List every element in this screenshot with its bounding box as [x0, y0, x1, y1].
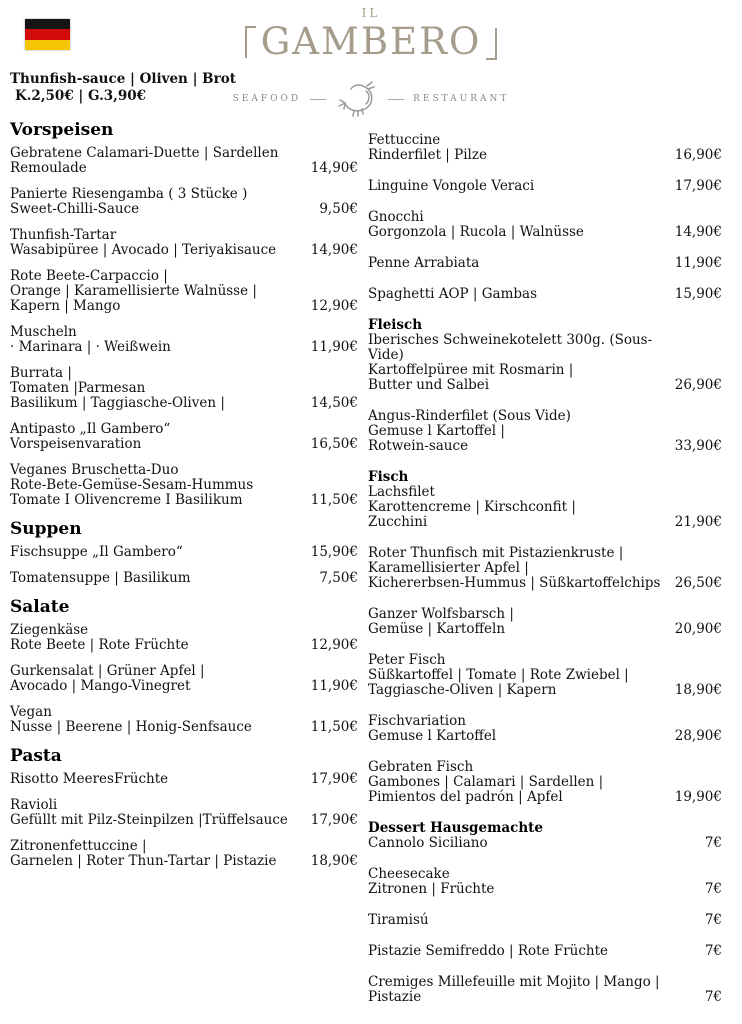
menu-item-line: Peter Fisch: [368, 652, 446, 668]
menu-item: [10, 664, 358, 694]
menu-item-price: 7€: [704, 912, 722, 928]
menu-item-line: Gurkensalat | Grüner Apfel |: [10, 663, 205, 679]
menu-item-price: 7,50€: [319, 570, 358, 586]
menu-item-price: 12,90€: [310, 298, 358, 314]
menu-item-line: Zitronen | Früchte: [368, 881, 495, 897]
menu-item-price: 20,90€: [674, 621, 722, 637]
menu-item-line: Rotwein-sauce: [368, 438, 469, 454]
menu-item-price: 16,90€: [674, 147, 722, 163]
menu-item-line: · Marinara | · Weißwein: [10, 339, 171, 355]
menu-item-line: Kichererbsen-Hummus | Süßkartoffelchips: [368, 575, 661, 591]
menu-column-right: [368, 133, 722, 1021]
menu-item-line: Wasabipüree | Avocado | Teriyakisauce: [10, 242, 277, 258]
menu-item-line: Zucchini: [368, 514, 428, 530]
menu-item-line: Rinderfilet | Pilze: [368, 147, 487, 163]
menu-item-price: 7€: [704, 943, 722, 959]
menu-item-price: 26,50€: [674, 575, 722, 591]
menu-item-line: Gefüllt mit Pilz-Steinpilzen |Trüffelsauce: [10, 812, 288, 828]
menu-item-price: 9,50€: [319, 201, 358, 217]
menu-item: [10, 571, 358, 586]
menu-item-line: Angus-Rinderfilet (Sous Vide): [368, 408, 571, 424]
menu-item: [10, 325, 358, 355]
menu-item-line: Basilikum | Taggiasche-Oliven |: [10, 395, 225, 411]
menu-item-line: Kartoffelpüree mit Rosmarin |: [368, 362, 574, 378]
menu-item-line: Pistazie Semifreddo | Rote Früchte: [368, 943, 609, 959]
menu-item-price: 16,50€: [310, 436, 358, 452]
menu-item: [10, 545, 358, 560]
menu-item-line: Tiramisú: [368, 912, 429, 928]
menu-item: [10, 269, 358, 314]
menu-item: [10, 463, 358, 508]
menu-item-name: [368, 210, 584, 240]
menu-item-name: [368, 944, 608, 959]
menu-item-name: [10, 228, 276, 258]
menu-item-line: Taggiasche-Oliven | Kapern: [368, 682, 557, 698]
menu-item-line: Tomatensuppe | Basilikum: [10, 570, 191, 586]
menu-item: [10, 146, 358, 176]
menu-item: [368, 760, 722, 805]
menu-item-name: [368, 714, 496, 744]
section-title: Pasta: [10, 746, 62, 766]
menu-item: [10, 705, 358, 735]
menu-header-note: [10, 71, 236, 105]
menu-item-line: Cremiges Millefeuille mit Mojito | Mango | Pistazie: [368, 974, 660, 1005]
menu-item-name: [368, 179, 534, 194]
menu-item-line: Fischsuppe „Il Gambero“: [10, 544, 183, 560]
menu-item-price: 17,90€: [310, 771, 358, 787]
menu-item-line: Tomate I Olivencreme I Basilikum: [10, 492, 243, 508]
menu-item-price: 7€: [704, 835, 722, 851]
menu-item-name: [368, 653, 629, 698]
menu-item-price: 14,90€: [674, 224, 722, 240]
menu-item-name: [10, 269, 257, 314]
menu-item-line: Vorspeisenvaration: [10, 436, 142, 452]
menu-item-price: 11,90€: [310, 339, 358, 355]
menu-item-price: 26,90€: [674, 377, 722, 393]
menu-item-line: Gemuse l Kartoffel: [368, 728, 497, 744]
menu-item: [368, 333, 722, 393]
menu-item-line: Fischvariation: [368, 713, 466, 729]
menu-item: [10, 772, 358, 787]
menu-item-price: 21,90€: [674, 514, 722, 530]
menu-item-price: 14,90€: [310, 242, 358, 258]
logo-name-text: GAMBERO: [243, 20, 500, 64]
menu-item-name: [10, 798, 288, 828]
menu-item: [10, 623, 358, 653]
menu-item: [368, 714, 722, 744]
menu-item: [10, 187, 358, 217]
menu-item: [368, 210, 722, 240]
menu-item-line: Gebraten Fisch: [368, 759, 474, 775]
menu-item: [368, 287, 722, 302]
menu-item: [368, 256, 722, 271]
menu-item-name: [10, 623, 189, 653]
menu-item-line: Rote Beete-Carpaccio |: [10, 268, 168, 284]
logo-il-text: IL: [361, 6, 381, 20]
note-line: K.2,50€ | G.3,90€: [15, 88, 147, 104]
menu-item: [368, 409, 722, 454]
menu-item-price: 33,90€: [674, 438, 722, 454]
menu-item-line: Gnocchi: [368, 209, 424, 225]
menu-item-price: 18,90€: [310, 853, 358, 869]
menu-item-name: [368, 409, 571, 454]
menu-item-name: [10, 146, 278, 176]
menu-item-line: Muscheln: [10, 324, 77, 340]
section-title: Fisch: [368, 469, 409, 485]
menu-item-line: Sweet-Chilli-Sauce: [10, 201, 140, 217]
menu-item-price: 12,90€: [310, 637, 358, 653]
menu-column-left: [10, 120, 358, 880]
logo-dash-left: [310, 99, 326, 100]
menu-item-line: Zitronenfettuccine |: [10, 838, 147, 854]
menu-item-line: Orange | Karamellisierte Walnüsse |: [10, 283, 257, 299]
section-title: Vorspeisen: [10, 120, 114, 140]
menu-item-name: [368, 867, 494, 897]
logo-seafood-text: SEAFOOD: [232, 94, 302, 104]
menu-item-name: [368, 485, 576, 530]
menu-item-name: [368, 760, 603, 805]
logo-dash-right: [388, 99, 404, 100]
section-title: Salate: [10, 597, 70, 617]
menu-item-line: Vegan: [10, 704, 52, 720]
menu-item-line: Veganes Bruschetta-Duo: [10, 462, 179, 478]
menu-item: [368, 944, 722, 959]
menu-item-name: [368, 913, 429, 928]
menu-item: [368, 836, 722, 851]
menu-item-price: 14,90€: [310, 160, 358, 176]
menu-item-line: Ganzer Wolfsbarsch |: [368, 606, 514, 622]
menu-item: [10, 798, 358, 828]
menu-item-name: [10, 772, 168, 787]
menu-item-name: [368, 975, 695, 1005]
menu-item: [10, 366, 358, 411]
menu-item-name: [10, 545, 183, 560]
menu-item-line: Penne Arrabiata: [368, 255, 480, 271]
menu-item-line: Rote-Bete-Gemüse-Sesam-Hummus: [10, 477, 254, 493]
menu-item-line: Gorgonzola | Rucola | Walnüsse: [368, 224, 584, 240]
section-title: Suppen: [10, 519, 82, 539]
menu-item-name: [10, 839, 276, 869]
menu-item-line: Lachsfilet: [368, 484, 435, 500]
menu-item-name: [368, 607, 514, 637]
menu-item-name: [10, 422, 170, 452]
menu-item-line: Roter Thunfisch mit Pistazienkruste |: [368, 545, 624, 561]
menu-item-line: Cannolo Siciliano: [368, 835, 488, 851]
menu-item-name: [10, 463, 253, 508]
menu-item: [368, 913, 722, 928]
menu-item-price: 18,90€: [674, 682, 722, 698]
menu-item-line: Gambones | Calamari | Sardellen |: [368, 774, 604, 790]
menu-item: [368, 546, 722, 591]
menu-item-line: Iberisches Schweinekotelett 300g. (Sous-Vide): [368, 332, 653, 363]
menu-item-price: 15,90€: [674, 286, 722, 302]
menu-item: [368, 607, 722, 637]
menu-item: [368, 133, 722, 163]
menu-item-name: [10, 571, 191, 586]
menu-item-line: Rote Beete | Rote Früchte: [10, 637, 189, 653]
menu-item-name: [10, 366, 225, 411]
menu-item-price: 15,90€: [310, 544, 358, 560]
menu-item-line: Ravioli: [10, 797, 58, 813]
menu-item-line: Gemuse l Kartoffel |: [368, 423, 505, 439]
menu-item: [10, 839, 358, 869]
menu-item-line: Nusse | Beerene | Honig-Senfsauce: [10, 719, 252, 735]
menu-item-name: [368, 287, 537, 302]
section-title: Fleisch: [368, 317, 423, 333]
menu-item: [368, 975, 722, 1005]
menu-item: [10, 422, 358, 452]
shrimp-icon: [335, 96, 379, 104]
menu-item-line: Burrata |: [10, 365, 72, 381]
menu-item-price: 11,50€: [310, 719, 358, 735]
menu-item-line: Karamellisierter Apfel |: [368, 560, 529, 576]
menu-item-name: [10, 325, 171, 355]
menu-item-name: [10, 705, 252, 735]
menu-item-line: Gemüse | Kartoffeln: [368, 621, 506, 637]
menu-item-line: Butter und Salbei: [368, 377, 490, 393]
note-line: Thunfish-sauce | Oliven | Brot: [10, 71, 236, 87]
menu-item: [10, 228, 358, 258]
menu-item-line: Pimientos del padrón | Apfel: [368, 789, 563, 805]
menu-item-line: Kapern | Mango: [10, 298, 121, 314]
menu-item-price: 11,50€: [310, 492, 358, 508]
menu-item-line: Fettuccine: [368, 132, 441, 148]
menu-item-price: 7€: [704, 989, 722, 1005]
menu-item-line: Remoulade: [10, 160, 87, 176]
menu-item-line: Thunfish-Tartar: [10, 227, 117, 243]
menu-item-price: 17,90€: [310, 812, 358, 828]
menu-item-name: [368, 333, 665, 393]
menu-item-line: Süßkartoffel | Tomate | Rote Zwiebel |: [368, 667, 629, 683]
menu-item: [368, 485, 722, 530]
menu-item-name: [10, 187, 247, 217]
menu-item-price: 17,90€: [674, 178, 722, 194]
menu-item-price: 14,50€: [310, 395, 358, 411]
menu-item-name: [10, 664, 205, 694]
menu-item-name: [368, 256, 479, 271]
menu-item: [368, 867, 722, 897]
menu-item-price: 7€: [704, 881, 722, 897]
menu-item-price: 11,90€: [310, 678, 358, 694]
menu-item-line: Cheesecake: [368, 866, 450, 882]
menu-item-line: Spaghetti AOP | Gambas: [368, 286, 538, 302]
section-title: Dessert Hausgemachte: [368, 820, 543, 836]
menu-item-line: Gebratene Calamari-Duette | Sardellen: [10, 145, 279, 161]
menu-item-price: 19,90€: [674, 789, 722, 805]
menu-item-line: Garnelen | Roter Thun-Tartar | Pistazie: [10, 853, 277, 869]
menu-item-line: Tomaten |Parmesan: [10, 380, 146, 396]
menu-item-line: Ziegenkäse: [10, 622, 89, 638]
menu-item-line: Avocado | Mango-Vinegret: [10, 678, 191, 694]
menu-item-line: Risotto MeeresFrüchte: [10, 771, 169, 787]
logo-restaurant-text: RESTAURANT: [413, 94, 510, 104]
menu-item: [368, 653, 722, 698]
menu-item-line: Panierte Riesengamba ( 3 Stücke ): [10, 186, 248, 202]
menu-item-name: [368, 133, 487, 163]
menu-item-price: 11,90€: [674, 255, 722, 271]
menu-item-line: Antipasto „Il Gambero“: [10, 421, 171, 437]
menu-item-price: 28,90€: [674, 728, 722, 744]
menu-item: [368, 179, 722, 194]
menu-item-line: Linguine Vongole Veraci: [368, 178, 535, 194]
menu-item-name: [368, 836, 488, 851]
menu-item-name: [368, 546, 660, 591]
menu-item-line: Karottencreme | Kirschconfit |: [368, 499, 576, 515]
